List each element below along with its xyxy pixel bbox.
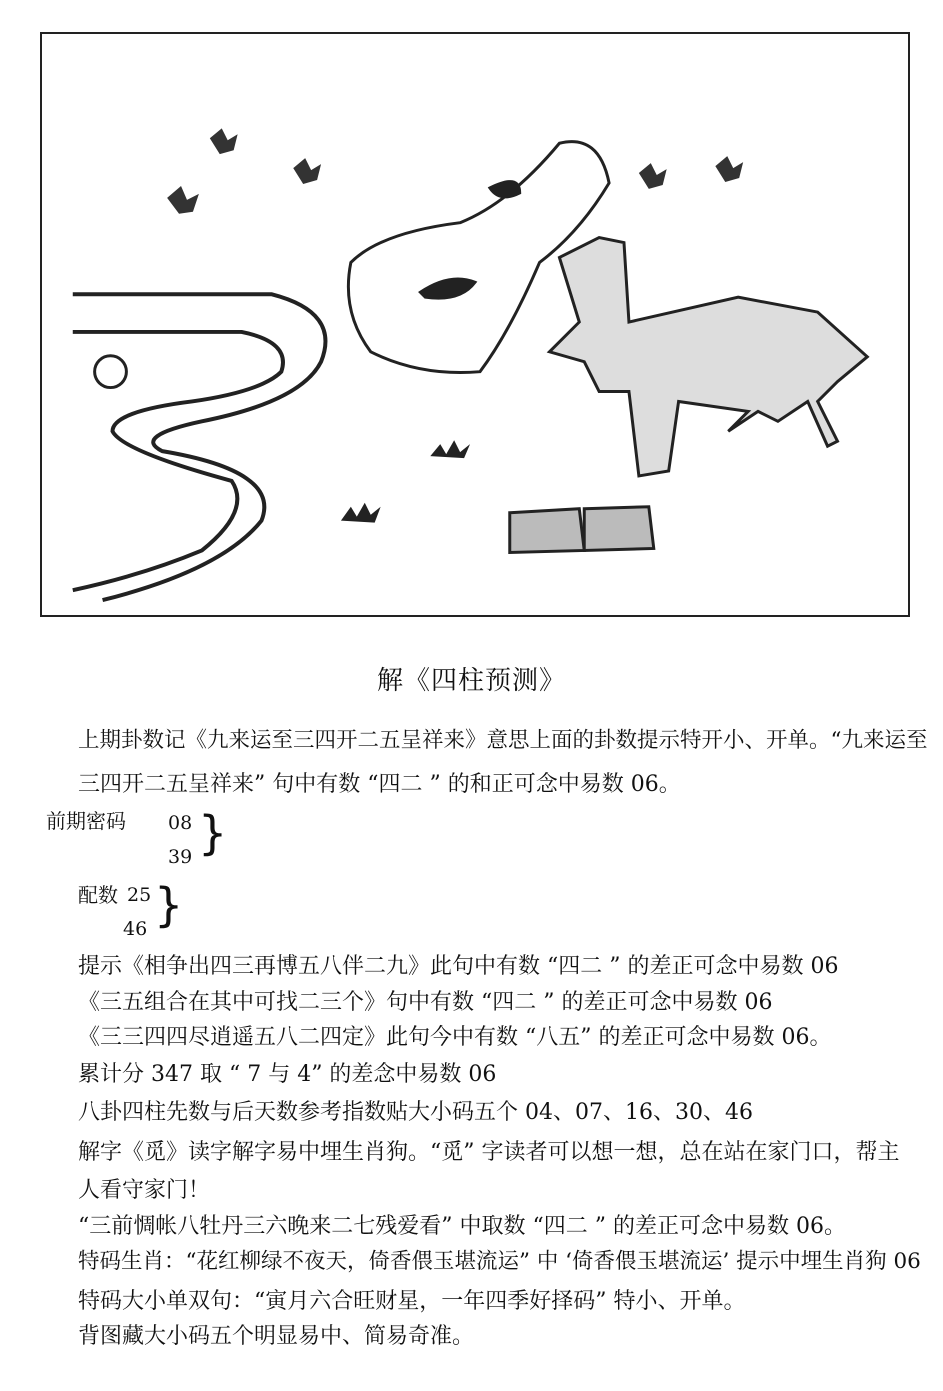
hint-line-1: 提示《相争出四三再博五八伴二九》此句中有数 “四二 ” 的差正可念中易数 06: [78, 954, 839, 979]
hint-line-8: “三前惆帐八牡丹三六晚来二七残爱看” 中取数 “四二 ” 的差正可念中易数 06。: [78, 1214, 846, 1239]
paragraph-line-2: 三四开二五呈祥来” 句中有数 “四二 ” 的和正可念中易数 06。: [78, 772, 681, 797]
pairing-label: 配数: [78, 883, 118, 907]
hint-line-6: 解字《觅》读字解字易中埋生肖狗。“觅” 字读者可以想一想，总在站在家门口，帮主: [78, 1140, 900, 1165]
grass-icon: [341, 440, 470, 522]
hint-line-9: 特码生肖：“花红柳绿不夜天，倚香偎玉堪流运” 中 ‘倚香偎玉堪流运’ 提示中埋生肖狗 06: [78, 1249, 921, 1274]
brace-icon: }: [154, 878, 184, 932]
hint-line-10: 特码大小单双句：“寅月六合旺财星，一年四季好择码” 特小、开单。: [78, 1289, 746, 1314]
hint-line-3: 《三三四四尽逍遥五八二四定》此句今中有数 “八五” 的差正可念中易数 06。: [78, 1025, 832, 1050]
hint-line-11: 背图藏大小码五个明显易中、简易奇准。: [78, 1324, 475, 1349]
pairing-value-2: 46: [123, 918, 148, 940]
previous-code-label: 前期密码: [46, 809, 126, 833]
previous-code-value-1: 08: [168, 812, 193, 834]
pairing-value-1: 25: [127, 884, 152, 906]
donkey-icon: [549, 238, 867, 476]
butterfly-icon: [167, 128, 743, 213]
pond-icon: [73, 294, 326, 600]
paragraph-line-1: 上期卦数记《九来运至三四开二五呈祥来》意思上面的卦数提示特开小、开单。“九来运至: [78, 728, 928, 753]
previous-code-value-2: 39: [168, 846, 193, 868]
book-icon: [510, 507, 654, 553]
hint-line-7: 人看守家门！: [78, 1178, 211, 1203]
hint-line-5: 八卦四柱先数与后天数参考指数贴大小码五个 04、07、16、30、46: [78, 1100, 753, 1125]
page-title: 解《四柱预测》: [376, 666, 566, 696]
brace-icon: }: [198, 806, 228, 860]
illustration-frame: [40, 32, 910, 617]
sun-icon: [95, 356, 127, 388]
hint-line-4: 累计分 347 取 “ 7 与 4” 的差念中易数 06: [78, 1062, 497, 1087]
hint-line-2: 《三五组合在其中可找二三个》句中有数 “四二 ” 的差正可念中易数 06: [78, 990, 773, 1015]
illustration: [42, 34, 908, 615]
